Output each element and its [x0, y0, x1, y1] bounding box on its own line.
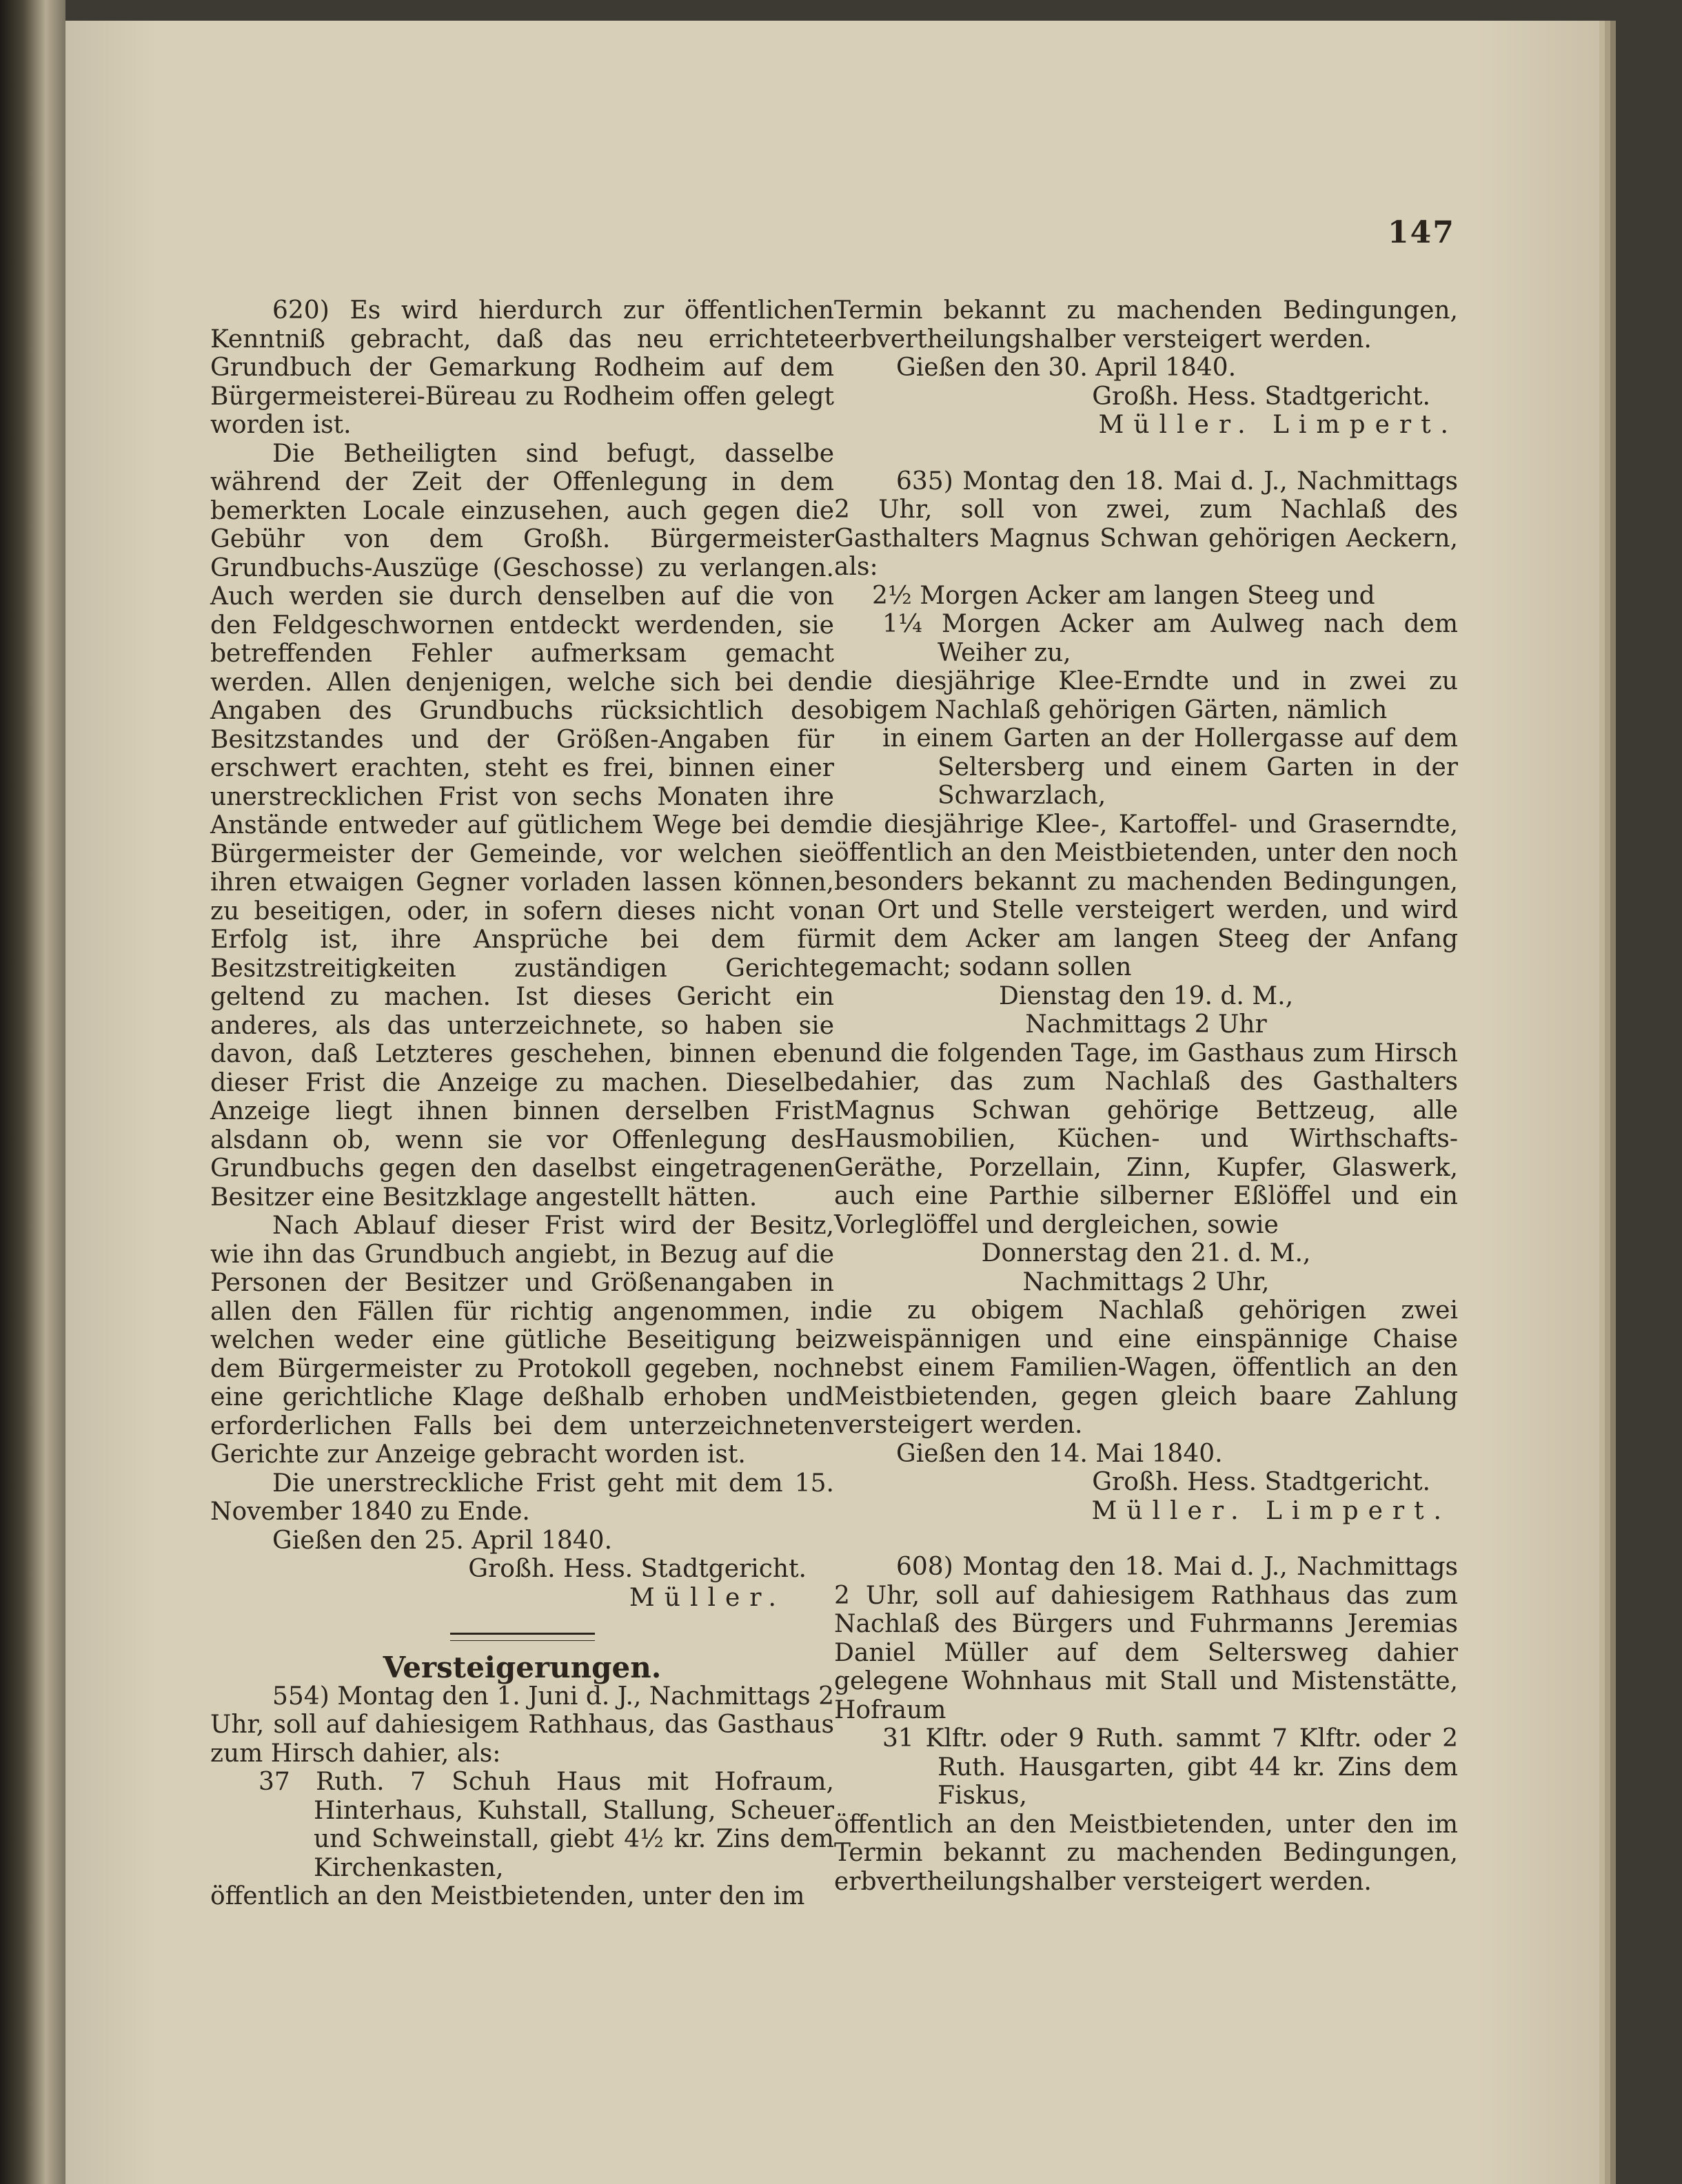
notice-635-carriages: die zu obigem Nachlaß gehörigen zwei zweispännigen und eine einspännige Chaise nebst einem Familien-Wagen, öffentlich an den Meistbietenden, gegen gleich baare Zahlung versteigert werden. [834, 1296, 1458, 1439]
notice-608-terms: öffentlich an den Meistbietenden, unter den im Termin bekannt zu machenden Bedingungen, erbvertheilungshalber versteigert werden. [834, 1810, 1458, 1896]
page-number: 147 [1388, 215, 1455, 250]
notice-620-court: Großh. Hess. Stadtgericht. [468, 1555, 807, 1583]
notice-554-date: Gießen den 30. April 1840. [896, 354, 1237, 382]
notice-635-estate: und die folgenden Tage, im Gasthaus zum Hirsch dahier, das zum Nachlaß des Gasthalters Magnus Schwan gehörige Bettzeug, alle Hausmobilien, Küchen- und Wirthschafts-Geräthe, Porzellain, Zinn, Kupfer, Glaswerk, auch eine Parthie silberner Eßlöffel und ein Vorleglöffel und dergleichen, sowie [834, 1039, 1458, 1239]
notice-554-signature: Müller. Limpert. [1098, 411, 1458, 439]
notice-635-item-2: 1¼ Morgen Acker am Aulweg nach dem Weiher zu, [882, 610, 1458, 667]
notice-554-continued: öffentlich an den Meistbietenden, unter den im [210, 1882, 805, 1910]
notice-635-court: Großh. Hess. Stadtgericht. [1092, 1468, 1430, 1496]
notice-554-item: 37 Ruth. 7 Schuh Haus mit Hofraum, Hinterhaus, Kuhstall, Stallung, Scheuer und Schweinstall, giebt 4½ kr. Zins dem Kirchenkasten, [259, 1768, 834, 1882]
notice-635-item-1: 2½ Morgen Acker am langen Steeg und [872, 581, 1375, 610]
left-column [210, 296, 834, 1911]
section-divider [450, 1633, 595, 1641]
notice-620-date: Gießen den 25. April 1840. [272, 1526, 613, 1555]
notice-620-body-2: Nach Ablauf dieser Frist wird der Besitz, wie ihn das Grundbuch angiebt, in Bezug auf die Personen der Besitzer und Größenangaben in allen den Fällen für richtig angenommen, in welchen weder eine gütliche Beseitigung bei dem Bürgermeister zu Protokoll gegeben, noch eine gerichtliche Klage deßhalb erhoben und erforderlichen Falls bei dem unterzeichneten Gerichte zur Anzeige gebracht worden ist. [210, 1212, 834, 1469]
notice-635-day-1: Dienstag den 19. d. M., [998, 981, 1294, 1010]
notice-620-body: Die Betheiligten sind befugt, dasselbe während der Zeit der Offenlegung in dem bemerkten Locale einzusehen, auch gegen die Gebühr von dem Großh. Bürgermeister Grundbuchs-Auszüge (Geschosse) zu verlangen. Auch werden sie durch denselben auf die von den Feldgeschwornen entdeckt werdenden, sie betreffenden Fehler aufmerksam gemacht werden. Allen denjenigen, welche sich bei den Angaben des Grundbuchs rücksichtlich des Besitzstandes und der Größen-Angaben für erschwert erachten, steht es frei, binnen einer unerstrecklichen Frist von sechs Monaten ihre Anstände entweder auf gütlichem Wege bei dem Bürgermeister der Gemeinde, vor welchen sie ihren etwaigen Gegner vorladen lassen können, zu beseitigen, oder, in sofern dieses nicht von Erfolg ist, ihre Ansprüche bei dem für Besitzstreitigkeiten zuständigen Gerichte geltend zu machen. Ist dieses Gericht ein anderes, als das unterzeichnete, so haben sie davon, daß Letzteres geschehen, binnen eben dieser Frist die Anzeige zu machen. Dieselbe Anzeige liegt ihnen binnen derselben Frist alsdann ob, wenn sie vor Offenlegung des Grundbuchs gegen den daselbst eingetragenen Besitzer eine Besitzklage angestellt hätten. [210, 439, 834, 1212]
notice-635-clover: die diesjährige Klee-Erndte und in zwei zu obigem Nachlaß gehörigen Gärten, nämlich [834, 667, 1458, 724]
notice-635-intro: 635) Montag den 18. Mai d. J., Nachmittags 2 Uhr, soll von zwei, zum Nachlaß des Gasthalters Magnus Schwan gehörigen Aeckern, als: [834, 467, 1458, 581]
facing-page-edge [0, 0, 65, 2184]
notice-554-court: Großh. Hess. Stadtgericht. [1092, 382, 1430, 411]
notice-635-signature: Müller. Limpert. [1091, 1496, 1451, 1525]
notice-608-item: 31 Klftr. oder 9 Ruth. sammt 7 Klftr. oder 2 Ruth. Hausgarten, gibt 44 kr. Zins dem Fiskus, [882, 1724, 1458, 1810]
notice-620-deadline: Die unerstreckliche Frist geht mit dem 15. November 1840 zu Ende. [210, 1469, 834, 1526]
notice-635-time-2: Nachmittags 2 Uhr, [1022, 1267, 1270, 1296]
notice-635-day-2: Donnerstag den 21. d. M., [981, 1239, 1311, 1267]
notice-620-intro: 620) Es wird hierdurch zur öffentlichen Kenntniß gebracht, daß das neu errichtete Grundbuch der Gemarkung Rodheim auf dem Bürgermeisterei-Büreau zu Rodheim offen gelegt worden ist. [210, 296, 834, 439]
newspaper-page [65, 21, 1599, 2184]
notice-635-time-1: Nachmittags 2 Uhr [1025, 1010, 1267, 1039]
notice-554-end: Termin bekannt zu machenden Bedingungen, erbvertheilungshalber versteigert werden. [834, 296, 1458, 354]
notice-635-terms: die diesjährige Klee-, Kartoffel- und Graserndte, öffentlich an den Meistbietenden, unter den noch besonders bekannt zu machenden Bedingungen, an Ort und Stelle versteigert werden, und wird mit dem Acker am langen Steeg der Anfang gemacht; sodann sollen [834, 810, 1458, 981]
notice-608-intro: 608) Montag den 18. Mai d. J., Nachmittags 2 Uhr, soll auf dahiesigem Rathhaus das zum Nachlaß des Bürgers und Fuhrmanns Jeremias Daniel Müller auf dem Seltersweg dahier gelegene Wohnhaus mit Stall und Mistenstätte, Hofraum [834, 1553, 1458, 1724]
notice-635-date: Gießen den 14. Mai 1840. [896, 1439, 1223, 1468]
notice-620-signature: Müller. [629, 1583, 786, 1612]
right-column [834, 296, 1458, 1896]
notice-554-intro: 554) Montag den 1. Juni d. J., Nachmittags 2 Uhr, soll auf dahiesigem Rathhaus, das Gasthaus zum Hirsch dahier, als: [210, 1682, 834, 1768]
section-heading-versteigerungen: Versteigerungen. [383, 1651, 662, 1684]
notice-635-gardens: in einem Garten an der Hollergasse auf dem Seltersberg und einem Garten in der Schwarzlach, [882, 724, 1458, 810]
